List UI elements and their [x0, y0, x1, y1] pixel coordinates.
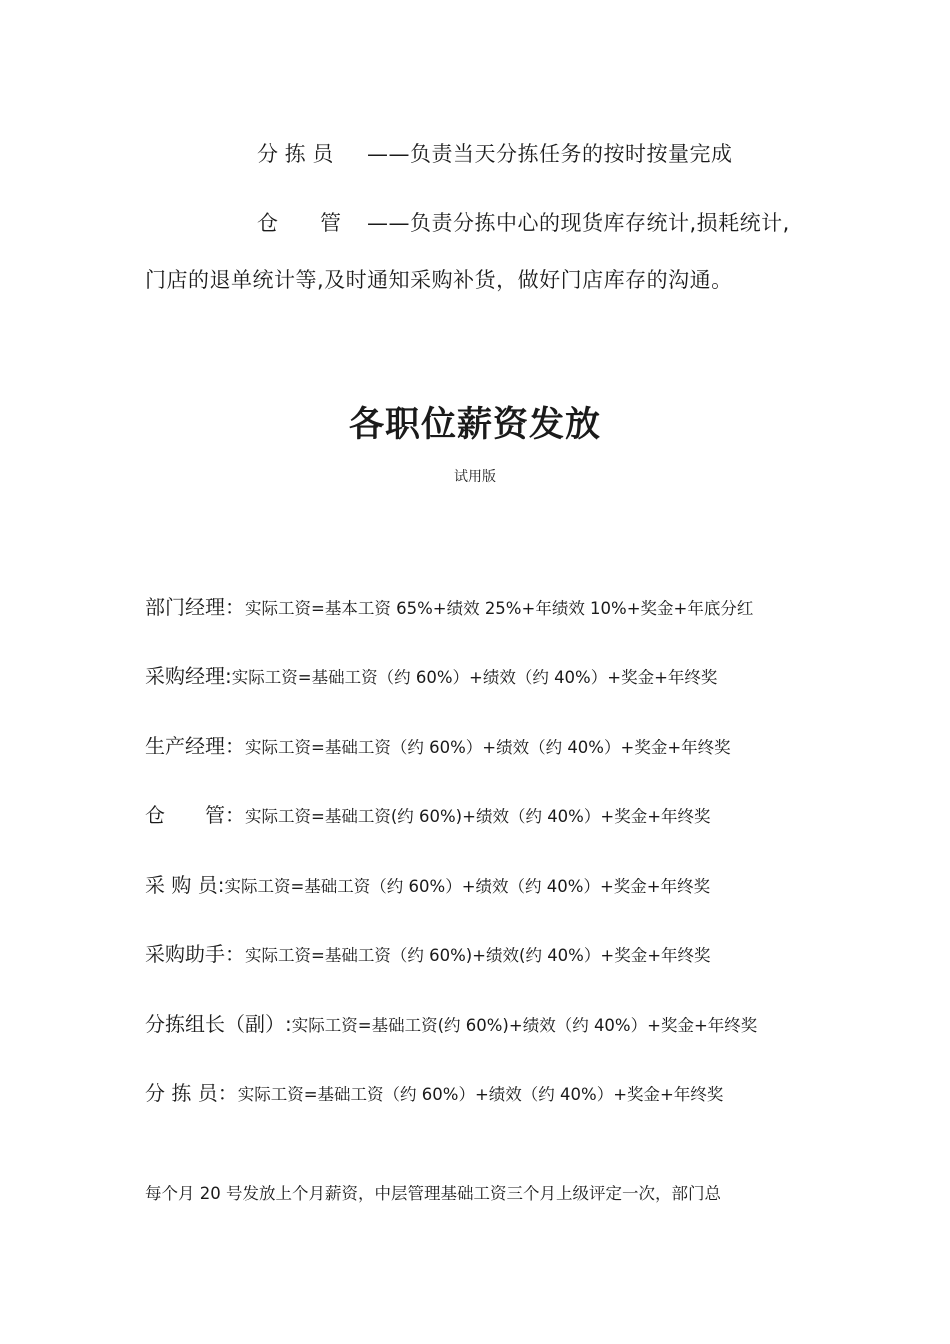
- salary-role: 分 拣 员：: [145, 1081, 238, 1105]
- page-subtitle: 试用版: [454, 469, 496, 485]
- duty-warehouse-desc-2: 门店的退单统计等,及时通知采购补货，做好门店库存的沟通。: [145, 268, 733, 292]
- duty-sorter-line: [257, 138, 733, 168]
- salary-role: 分拣组长（副）:: [145, 1012, 292, 1036]
- salary-role: 仓 管：: [145, 803, 245, 827]
- page-title: 各职位薪资发放: [348, 404, 601, 445]
- duty-sorter-label: 分 拣 员: [257, 142, 334, 166]
- salary-item: [145, 1008, 757, 1037]
- duty-warehouse-label: 仓 管: [257, 211, 341, 235]
- salary-role: 采购经理:: [145, 664, 232, 688]
- salary-role: 采 购 员:: [145, 873, 225, 897]
- salary-item: [145, 660, 717, 689]
- salary-formula: 实际工资=基础工资（约 60%）+绩效（约 40%）+奖金+年终奖: [231, 668, 718, 687]
- salary-formula: 实际工资=基础工资（约 60%）+绩效（约 40%）+奖金+年终奖: [224, 877, 711, 896]
- salary-item: [145, 1077, 723, 1106]
- salary-formula: 实际工资=基础工资（约 60%）+绩效（约 40%）+奖金+年终奖: [237, 1085, 724, 1104]
- salary-formula: 实际工资=基本工资 65%+绩效 25%+年绩效 10%+奖金+年底分红: [245, 599, 754, 618]
- salary-formula: 实际工资=基础工资（约 60%）+绩效（约 40%）+奖金+年终奖: [245, 738, 731, 757]
- salary-role: 生产经理：: [145, 734, 245, 758]
- salary-role: 采购助手：: [145, 942, 245, 966]
- duty-sorter-desc: ——负责当天分拣任务的按时按量完成: [367, 142, 733, 166]
- salary-item: [145, 869, 710, 898]
- salary-formula: 实际工资=基础工资（约 60%)+绩效(约 40%）+奖金+年终奖: [245, 946, 711, 965]
- salary-formula: 实际工资=基础工资(约 60%)+绩效（约 40%）+奖金+年终奖: [245, 807, 711, 826]
- salary-item: [145, 938, 711, 967]
- salary-role: 部门经理：: [145, 595, 245, 619]
- duty-warehouse-line: [257, 207, 790, 237]
- footer-paragraph: 每个月 20 号发放上个月薪资，中层管理基础工资三个月上级评定一次，部门总: [145, 1184, 721, 1203]
- salary-item: [145, 730, 731, 759]
- salary-formula: 实际工资=基础工资(约 60%)+绩效（约 40%）+奖金+年终奖: [291, 1016, 758, 1035]
- salary-item: [145, 591, 753, 620]
- salary-item: [145, 799, 711, 828]
- duty-warehouse-desc-1: ——负责分拣中心的现货库存统计,损耗统计,: [367, 211, 790, 235]
